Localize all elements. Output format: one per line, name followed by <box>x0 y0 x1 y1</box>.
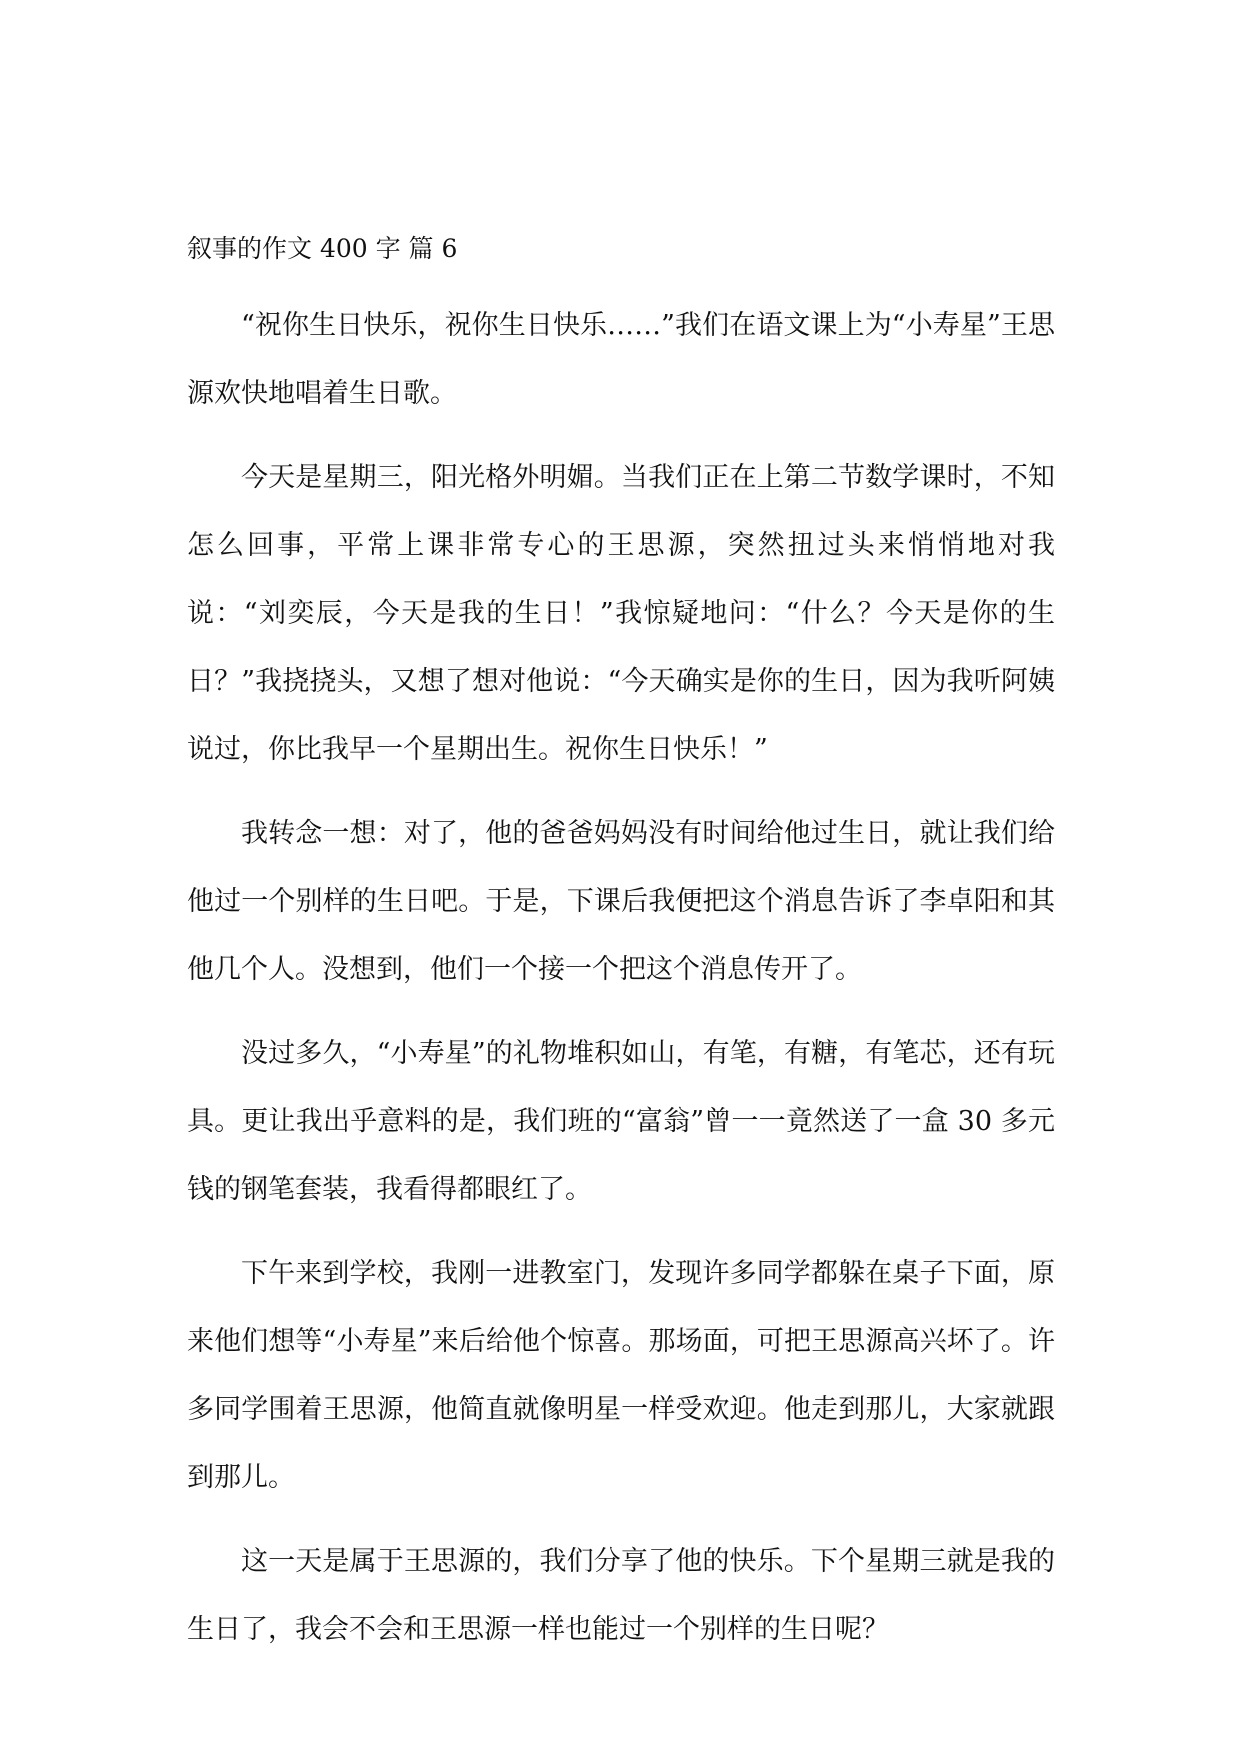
essay-body <box>187 228 1055 1680</box>
paragraph-2: 今天是星期三，阳光格外明媚。当我们正在上第二节数学课时，不知怎么回事，平常上课非常专心的王思源，突然扭过头来悄悄地对我说：“刘奕辰，今天是我的生日！”我惊疑地问：“什么？今天是你的生日？”我挠挠头，又想了想对他说：“今天确实是你的生日，因为我听阿姨说过，你比我早一个星期出生。祝你生日快乐！” <box>187 462 1055 765</box>
paragraph-4: 没过多久，“小寿星”的礼物堆积如山，有笔，有糖，有笔芯，还有玩具。更让我出乎意料的是，我们班的“富翁”曾一一竟然送了一盒 30 多元钱的钢笔套装，我看得都眼红了。 <box>187 1038 1055 1205</box>
paragraph-6: 这一天是属于王思源的，我们分享了他的快乐。下个星期三就是我的生日了，我会不会和王思源一样也能过一个别样的生日呢？ <box>187 1546 1055 1645</box>
paragraph-3: 我转念一想：对了，他的爸爸妈妈没有时间给他过生日，就让我们给他过一个别样的生日吧。于是，下课后我便把这个消息告诉了李卓阳和其他几个人。没想到，他们一个接一个把这个消息传开了。 <box>187 818 1055 985</box>
essay-title: 叙事的作文 400 字 篇 6 <box>187 234 458 263</box>
paragraph-5: 下午来到学校，我刚一进教室门，发现许多同学都躲在桌子下面，原来他们想等“小寿星”来后给他个惊喜。那场面，可把王思源高兴坏了。许多同学围着王思源，他简直就像明星一样受欢迎。他走到那儿，大家就跟到那儿。 <box>187 1258 1055 1493</box>
paragraph-1: “祝你生日快乐，祝你生日快乐……”我们在语文课上为“小寿星”王思源欢快地唱着生日歌。 <box>187 310 1055 409</box>
